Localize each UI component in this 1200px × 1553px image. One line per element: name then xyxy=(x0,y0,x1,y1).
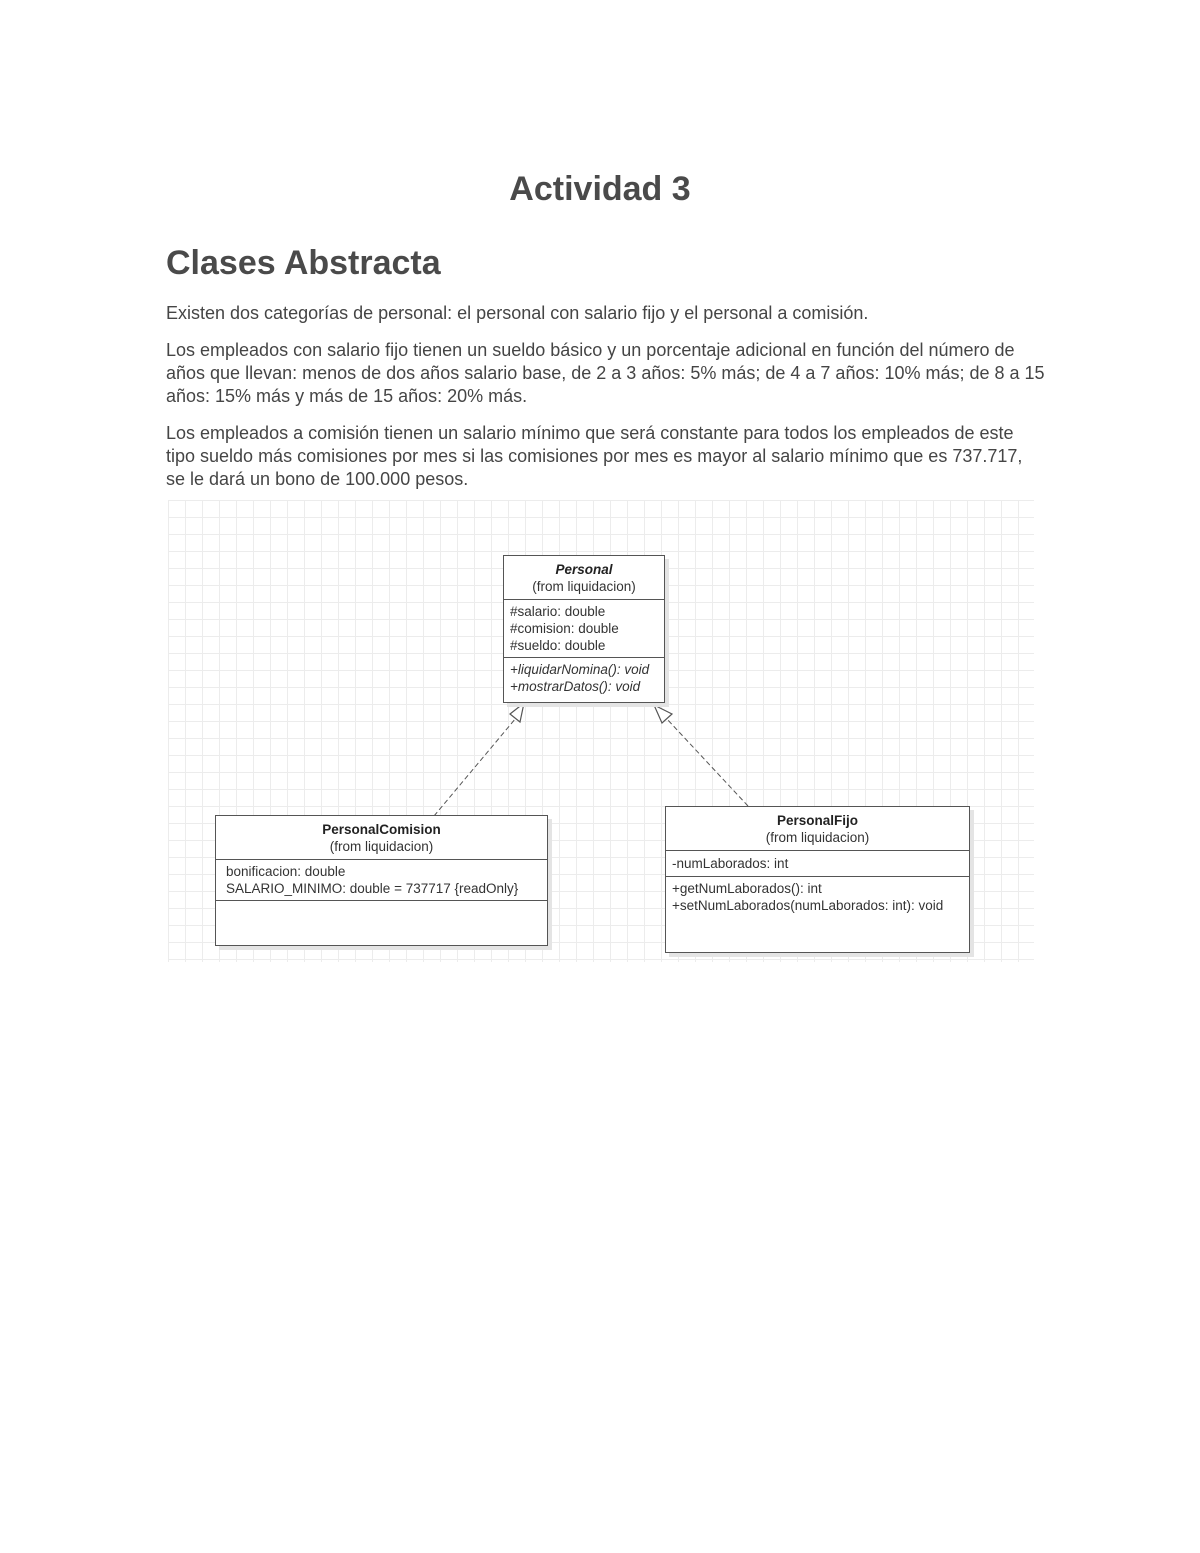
class-personal-fijo-package: (from liquidacion) xyxy=(765,830,870,845)
method: +liquidarNomina(): void xyxy=(510,662,650,677)
paragraph-comision: Los empleados a comisión tienen un salario mínimo que será constante para todos los empleados de este tipo sueldo más comisiones por mes si las comisiones por mes es mayor al salario mínimo que es 737.717, se le dará un bono de 100.000 pesos. xyxy=(166,423,1023,489)
attribute: #sueldo: double xyxy=(510,638,606,653)
attribute: SALARIO_MINIMO: double = 737717 {readOnly} xyxy=(226,881,519,896)
class-personal-comision-package: (from liquidacion) xyxy=(329,839,434,854)
class-personal-fijo-methods xyxy=(666,877,969,917)
class-personal xyxy=(503,555,665,703)
realization-line-fijo xyxy=(666,718,748,806)
class-personal-comision xyxy=(215,815,548,946)
class-personal-methods xyxy=(504,658,664,698)
class-personal-fijo xyxy=(665,806,970,953)
paragraph-salario-fijo: Los empleados con salario fijo tienen un sueldo básico y un porcentaje adicional en función del número de años que llevan: menos de dos años salario base, de 2 a 3 años: 5% más; de 4 a 7 años: 10% más; de 8 a 15 años: 15% más y más de 15 años: 20% más. xyxy=(166,340,1045,406)
attribute: bonificacion: double xyxy=(226,864,346,879)
paragraph-categories: Existen dos categorías de personal: el personal con salario fijo y el personal a comisión. xyxy=(166,303,869,323)
realization-line-comision xyxy=(434,718,516,816)
class-personal-package: (from liquidacion) xyxy=(532,579,636,594)
class-personal-fijo-header xyxy=(666,807,969,851)
attribute: #salario: double xyxy=(510,604,606,619)
attribute: #comision: double xyxy=(510,621,619,636)
realization-arrowhead-fijo xyxy=(654,705,672,723)
class-personal-comision-name: PersonalComision xyxy=(322,822,441,837)
class-personal-fijo-attributes xyxy=(666,851,969,877)
class-personal-comision-header xyxy=(216,816,547,860)
class-personal-header xyxy=(504,556,664,600)
class-personal-fijo-name: PersonalFijo xyxy=(776,813,859,828)
method: +setNumLaborados(numLaborados: int): void xyxy=(672,898,944,913)
method: +mostrarDatos(): void xyxy=(510,679,641,694)
class-personal-comision-methods xyxy=(216,901,547,907)
class-personal-comision-attributes xyxy=(216,860,547,901)
realization-arrowhead-comision xyxy=(510,703,524,722)
method: +getNumLaborados(): int xyxy=(672,881,822,896)
uml-class-diagram xyxy=(168,500,1034,962)
attribute: -numLaborados: int xyxy=(672,856,789,871)
class-personal-name: Personal xyxy=(555,562,613,577)
document-title: Actividad 3 xyxy=(509,170,691,208)
class-personal-attributes xyxy=(504,600,664,658)
section-heading: Clases Abstracta xyxy=(166,244,441,282)
